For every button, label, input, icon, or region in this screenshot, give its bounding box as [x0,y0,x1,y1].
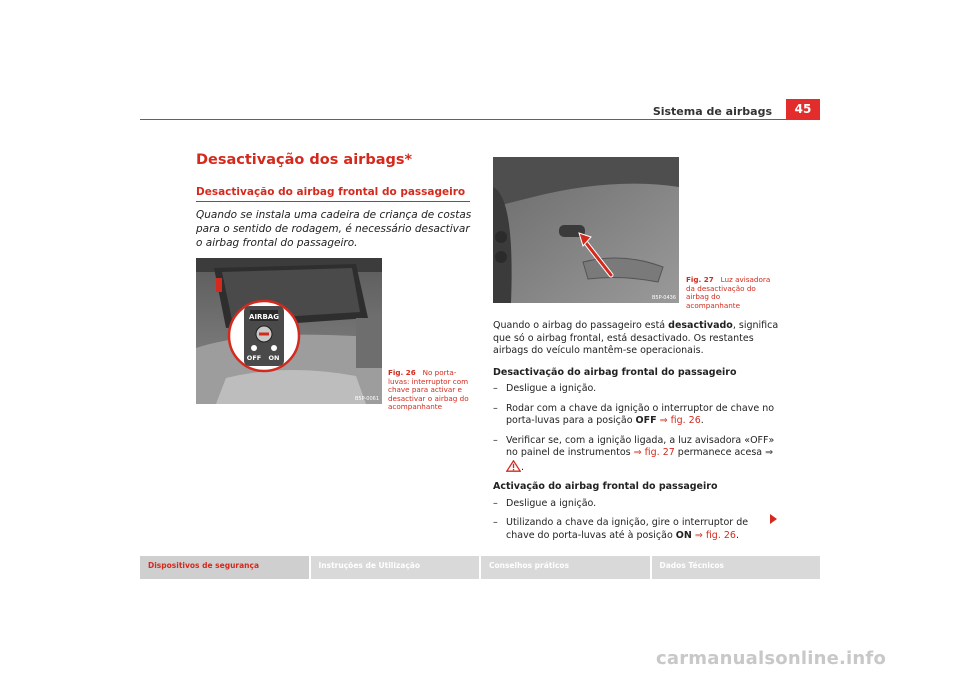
footer-tab-dispositivos[interactable]: Dispositivos de segurança [140,556,309,579]
deactivation-heading: Desactivação do airbag frontal do passageiro [493,366,737,378]
list-dash: – [493,434,498,446]
footer-nav [140,556,820,579]
figure-code: B5P-0436 [651,295,676,301]
list-item [493,517,779,542]
activation-heading: Activação do airbag frontal do passageiro [493,481,718,492]
text-run: , significa que só o airbag frontal, está desactivado. Os restantes airbags do veículo mantêm-se operacionais. [493,320,779,356]
subsection-rule [196,201,470,202]
warning-triangle-icon[interactable] [506,460,521,472]
off-label: OFF [246,354,262,362]
figure-26-caption [388,369,474,412]
airbag-badge-text: AIRBAG [249,313,279,321]
status-paragraph [493,320,779,358]
running-header-title: Sistema de airbags [652,105,772,118]
caption-label: Fig. 27 [686,275,714,284]
footer-tab-dados[interactable]: Dados Técnicos [652,556,821,579]
step-text: permanece acesa [674,447,766,458]
body-text [493,320,779,549]
list-item [493,383,779,396]
caption-text: Luz avisadora da desactivação do airbag do acompanhante [686,275,771,310]
cross-reference-arrow: ⇒ [765,447,774,458]
page-number: 45 [786,99,820,120]
figure-27-dashboard-warning-light [493,157,679,303]
list-item [493,435,779,475]
figure-26-link[interactable]: ⇒ fig. 26 [694,529,736,541]
text-run: Quando o airbag do passageiro está [493,320,669,331]
emphasis: desactivado [668,320,733,331]
list-dash: – [493,402,498,414]
caption-text: No porta-luvas: interruptor com chave para activar e desactivar o airbag do acompanhante [388,368,469,412]
list-dash: – [493,383,498,394]
step-text: . [735,529,739,541]
caption-label: Fig. 26 [388,368,416,377]
figure-26-glovebox-switch [196,258,382,404]
emphasis: ON [675,529,692,541]
emphasis: OFF [635,415,657,426]
step-text: Desligue a ignição. [506,383,597,394]
footer-tab-conselhos[interactable]: Conselhos práticos [481,556,650,579]
step-text: . [521,461,525,473]
intro-paragraph: Quando se instala uma cadeira de criança de costas para o sentido de rodagem, é necessário desactivar o airbag frontal do passageiro. [196,209,472,249]
figure-27-link[interactable]: ⇒ fig. 27 [633,447,675,458]
step-text: Utilizando a chave da ignição, gire o interruptor de chave do porta-luvas até à posição [506,517,749,541]
header-rule [140,119,820,120]
step-text: . [700,415,704,426]
section-title: Desactivação dos airbags* [196,152,413,168]
list-dash: – [493,517,498,528]
on-label: ON [268,354,280,362]
step-text: Desligue a ignição. [506,497,597,509]
subsection-title: Desactivação do airbag frontal do passageiro [196,186,466,198]
figure-27-caption [686,276,772,310]
step-text: Verificar se, com a ignição ligada, a luz avisadora «OFF» no painel de instrumentos [506,434,775,458]
list-item [493,403,779,428]
list-dash: – [493,497,498,509]
next-page-arrow-icon[interactable] [770,514,777,524]
figure-26-link[interactable]: ⇒ fig. 26 [659,415,701,426]
watermark: carmanualsonline.info [656,648,887,669]
footer-tab-instrucoes[interactable]: Instruções de Utilização [311,556,480,579]
list-item [493,498,779,511]
step-text: Rodar com a chave da ignição o interruptor de chave no porta-luvas para a posição [506,402,775,426]
figure-code: B5P-0061 [354,396,379,402]
